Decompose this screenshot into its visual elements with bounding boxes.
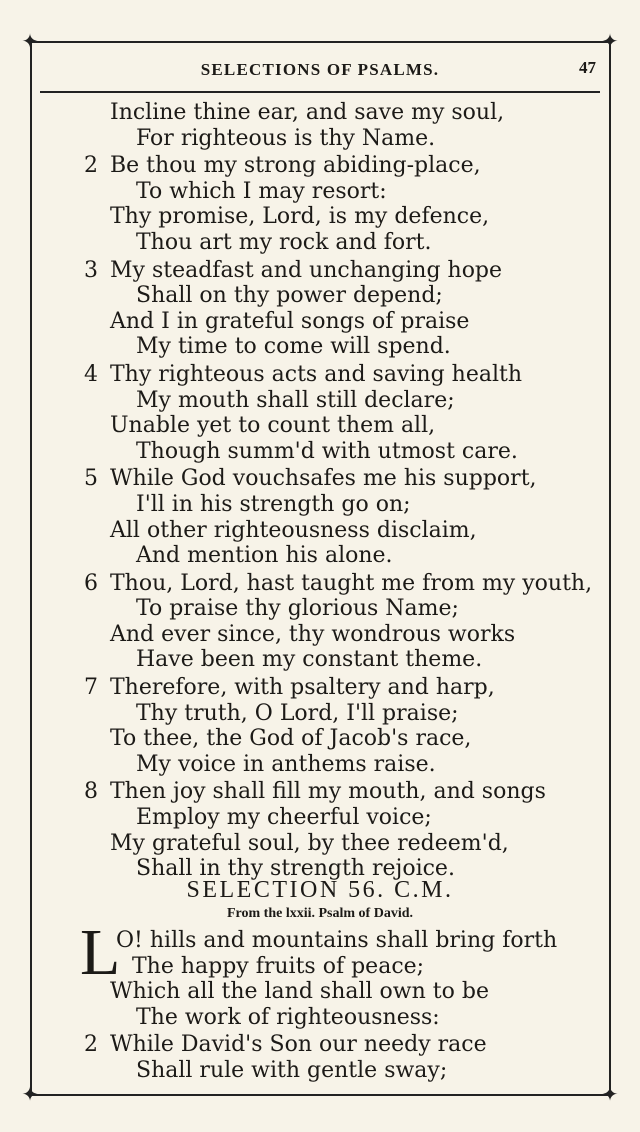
verse-line-text: Thou art my rock and fort. bbox=[136, 229, 432, 255]
verse-line-text: Shall on thy power depend; bbox=[136, 283, 443, 309]
psalm-text bbox=[80, 100, 600, 884]
verse-line-text: My time to come will spend. bbox=[136, 334, 451, 360]
verse-line-text: The work of righteousness: bbox=[136, 1004, 440, 1030]
verse-line bbox=[80, 779, 600, 805]
bottom-border-rule bbox=[30, 1094, 611, 1096]
corner-ornament-icon: ✦ bbox=[601, 29, 619, 53]
verse-line bbox=[80, 954, 600, 980]
verse-number: 5 bbox=[84, 466, 98, 492]
verse-line-text: Have been my constant theme. bbox=[136, 647, 483, 673]
running-head bbox=[40, 56, 600, 84]
verse-line-text: Incline thine ear, and save my soul, bbox=[110, 100, 505, 125]
verse-line bbox=[80, 100, 600, 126]
verse-line bbox=[80, 439, 600, 465]
verse-line-text: While God vouchsafes me his support, bbox=[110, 466, 537, 492]
verse-line-text: O! hills and mountains shall bring forth bbox=[116, 928, 558, 953]
verse-line bbox=[80, 622, 600, 648]
verse-line-text: To which I may resort: bbox=[136, 178, 387, 204]
verse-line-text: Unable yet to count them all, bbox=[110, 413, 436, 439]
corner-ornament-icon: ✦ bbox=[21, 29, 39, 53]
verse-line-text: And mention his alone. bbox=[136, 543, 393, 569]
verse-line bbox=[80, 230, 600, 256]
verse-line bbox=[80, 831, 600, 857]
verse-line bbox=[80, 805, 600, 831]
verse-line-text: And I in grateful songs of praise bbox=[110, 308, 470, 334]
verse-line-text: To praise thy glorious Name; bbox=[136, 596, 459, 622]
verse-line bbox=[80, 126, 600, 152]
stanza bbox=[80, 466, 600, 568]
verse-line-text: I'll in his strength go on; bbox=[136, 491, 411, 517]
verse-line bbox=[80, 334, 600, 360]
verse-line-text: My voice in anthems raise. bbox=[136, 751, 436, 777]
verse-line-text: Thy righteous acts and saving health bbox=[110, 361, 523, 387]
verse-line bbox=[80, 153, 600, 179]
verse-line bbox=[80, 518, 600, 544]
verse-line-text: Thy truth, O Lord, I'll praise; bbox=[136, 700, 459, 726]
selection-text bbox=[80, 928, 600, 1084]
verse-line bbox=[80, 388, 600, 414]
verse-line bbox=[80, 362, 600, 388]
verse-number: 6 bbox=[84, 570, 98, 596]
verse-line-text: To thee, the God of Jacob's race, bbox=[110, 726, 472, 752]
verse-line bbox=[80, 726, 600, 752]
verse-number: 2 bbox=[84, 153, 98, 179]
verse-line bbox=[80, 979, 600, 1005]
verse-line bbox=[80, 1032, 600, 1058]
verse-line bbox=[80, 571, 600, 597]
stanza bbox=[80, 779, 600, 881]
verse-line-text: For righteous is thy Name. bbox=[136, 125, 436, 151]
verse-line bbox=[80, 1058, 600, 1084]
verse-line bbox=[80, 543, 600, 569]
verse-line-text: Therefore, with psaltery and harp, bbox=[110, 675, 495, 701]
verse-line-text: Though summ'd with utmost care. bbox=[136, 438, 518, 464]
left-border-rule bbox=[30, 41, 32, 1094]
stanza bbox=[80, 100, 600, 151]
corner-ornament-icon: ✦ bbox=[21, 1082, 39, 1106]
verse-number: 4 bbox=[84, 361, 98, 387]
page-number: 47 bbox=[579, 58, 596, 77]
verse-number: 3 bbox=[84, 257, 98, 283]
corner-ornament-icon: ✦ bbox=[601, 1082, 619, 1106]
top-border-rule bbox=[30, 41, 611, 43]
verse-line-text: My steadfast and unchanging hope bbox=[110, 257, 503, 283]
running-head-title: SELECTIONS OF PSALMS. bbox=[200, 60, 440, 79]
verse-line-text: While David's Son our needy race bbox=[110, 1032, 487, 1058]
verse-line-text: Employ my cheerful voice; bbox=[136, 805, 432, 831]
selection-heading: SELECTION 56. C.M. bbox=[186, 877, 454, 903]
verse-line-text: The happy fruits of peace; bbox=[132, 953, 425, 979]
stanza bbox=[80, 153, 600, 255]
verse-line bbox=[80, 179, 600, 205]
header-rule bbox=[40, 91, 600, 93]
verse-line bbox=[80, 675, 600, 701]
verse-line bbox=[80, 283, 600, 309]
verse-line-text: Be thou my strong abiding-place, bbox=[110, 153, 481, 179]
verse-line bbox=[80, 258, 600, 284]
verse-line-text: My mouth shall still declare; bbox=[136, 387, 455, 413]
verse-line bbox=[80, 309, 600, 335]
verse-line-text: Then joy shall fill my mouth, and songs bbox=[110, 779, 546, 805]
verse-line bbox=[80, 928, 600, 954]
verse-line-text: All other righteousness disclaim, bbox=[110, 517, 477, 543]
verse-line bbox=[80, 647, 600, 673]
verse-line bbox=[80, 596, 600, 622]
verse-number: 7 bbox=[84, 675, 98, 701]
verse-line bbox=[80, 492, 600, 518]
verse-line-text: Shall in thy strength rejoice. bbox=[136, 856, 455, 882]
verse-line-text: Thou, Lord, hast taught me from my youth, bbox=[110, 570, 593, 596]
verse-line bbox=[80, 413, 600, 439]
verse-line bbox=[80, 1005, 600, 1031]
stanza bbox=[80, 258, 600, 360]
verse-line bbox=[80, 701, 600, 727]
verse-line bbox=[80, 752, 600, 778]
verse-line bbox=[80, 466, 600, 492]
verse-line bbox=[80, 204, 600, 230]
selection-subheading: From the lxxii. Psalm of David. bbox=[226, 906, 413, 921]
verse-line-text: Shall rule with gentle sway; bbox=[136, 1057, 448, 1083]
verse-line-text: And ever since, thy wondrous works bbox=[110, 621, 516, 647]
verse-number: 2 bbox=[84, 1032, 98, 1058]
right-border-rule bbox=[609, 41, 611, 1094]
stanza bbox=[80, 675, 600, 777]
verse-line-text: My grateful soul, by thee redeem'd, bbox=[110, 830, 509, 856]
stanza bbox=[80, 362, 600, 464]
verse-line-text: Which all the land shall own to be bbox=[110, 979, 489, 1005]
drop-capital: L bbox=[80, 916, 121, 989]
verse-number: 8 bbox=[84, 779, 98, 805]
stanza bbox=[80, 571, 600, 673]
verse-line-text: Thy promise, Lord, is my defence, bbox=[110, 204, 490, 230]
